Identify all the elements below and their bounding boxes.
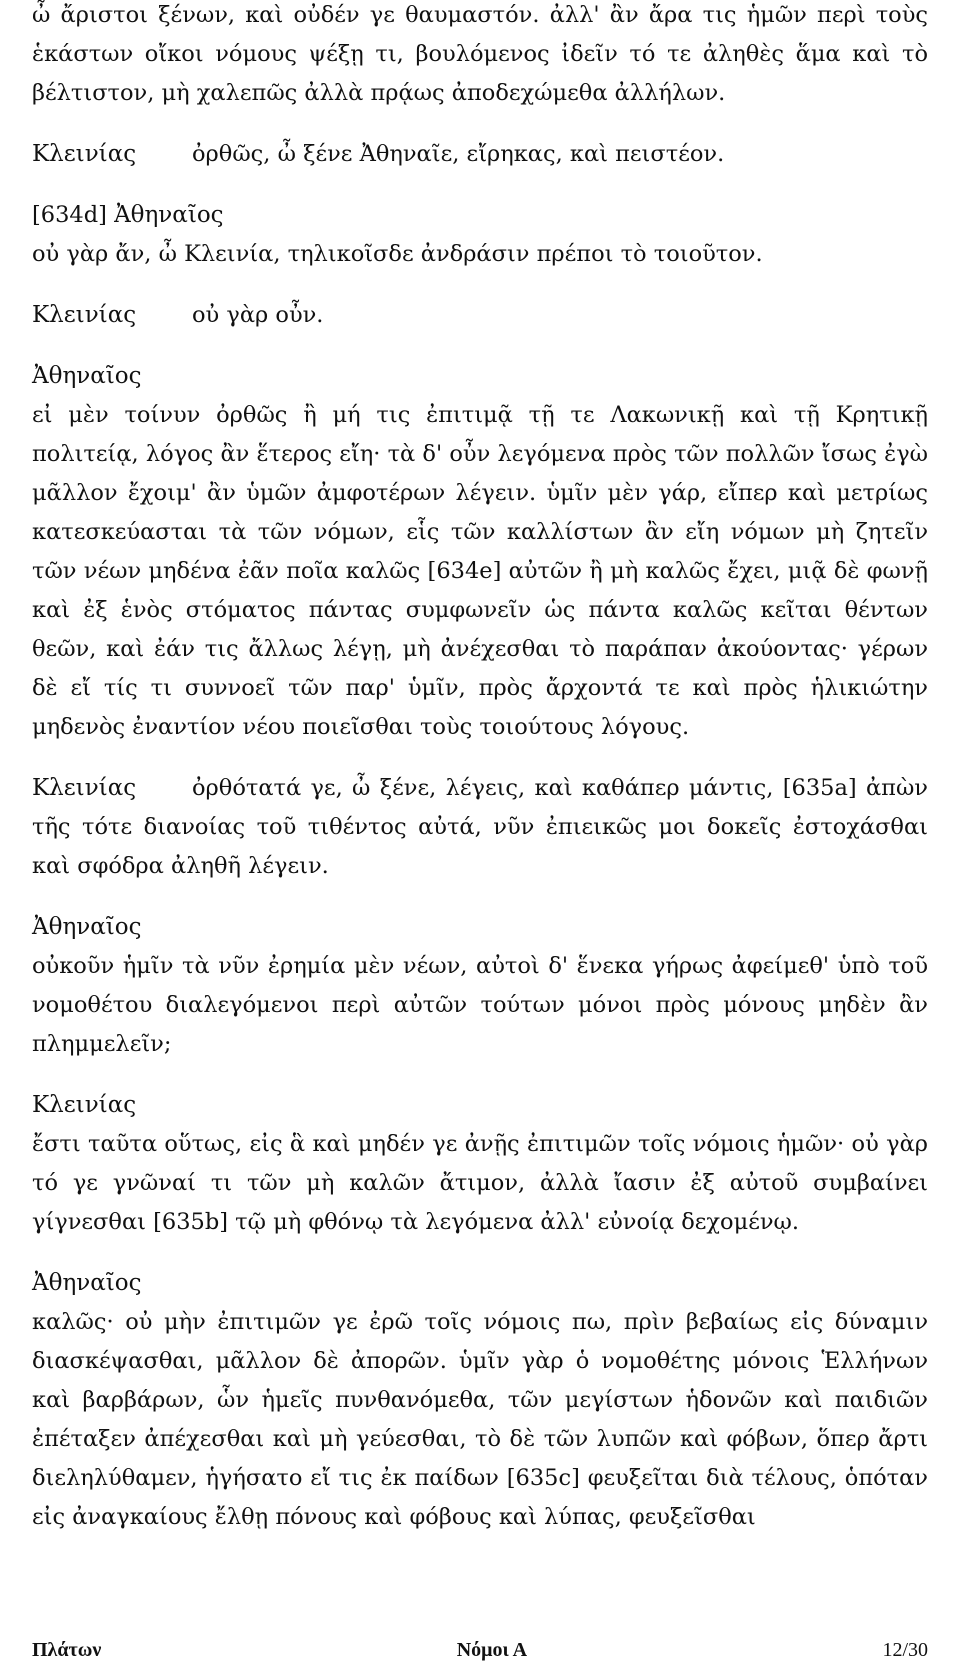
speaker-name: Κλεινίας [32, 141, 137, 167]
footer-work-title: Νόμοι Α [456, 1638, 528, 1661]
footer-page-number: 12/30 [882, 1638, 928, 1661]
speech-text: οὐ γὰρ οὖν. [192, 302, 324, 328]
page-footer [32, 1634, 928, 1666]
section-marker: [634d] [32, 202, 107, 228]
speech-text: καλῶς· οὐ μὴν ἐπιτιμῶν γε ἐρῶ τοῖς νόμοις πω, πρὶν βεβαίως εἰς δύναμιν διασκέψασθαι, μᾶλλον δὲ ἀπορῶν. ὑμῖν γὰρ ὁ νομοθέτης μόνοις Ἑλλήνων καὶ βαρβάρων, ὧν ἡμεῖς πυνθανόμεθα, τῶν μεγίστων ἡδονῶν καὶ παιδιῶν ἐπέταξεν ἀπέχεσθαι καὶ μὴ γεύεσθαι, τὸ δὲ τῶν λυπῶν καὶ φόβων, ὅπερ ἄρτι διεληλύθαμεν, ἡγήσατο εἴ τις ἐκ παίδων [635c] φευξεῖται διὰ τέλους, ὁπόταν εἰς ἀναγκαίους ἔλθῃ πόνους καὶ φόβους καὶ λύπας, φευξεῖσθαι [32, 1309, 928, 1530]
speaker-name: Κλεινίας [32, 302, 137, 328]
speech-text: ὀρθῶς, ὦ ξένε Ἀθηναῖε, εἴρηκας, καὶ πειστέον. [192, 141, 725, 167]
speech-text: εἰ μὲν τοίνυν ὀρθῶς ἢ μή τις ἐπιτιμᾷ τῇ τε Λακωνικῇ καὶ τῇ Κρητικῇ πολιτείᾳ, λόγος ἂν ἕτερος εἴη· τὰ δ' οὖν λεγόμενα πρὸς τῶν πολλῶν ἴσως ἐγὼ μᾶλλον ἔχοιμ' ἂν ὑμῶν ἀμφοτέρων λέγειν. ὑμῖν μὲν γάρ, εἴπερ καὶ μετρίως κατεσκεύασται τὰ τῶν νόμων, εἷς τῶν καλλίστων ἂν εἴη νόμων μὴ ζητεῖν τῶν νέων μηδένα ἐᾶν ποῖα καλῶς [634e] αὐτῶν ἢ μὴ καλῶς ἔχει, μιᾷ δὲ φωνῇ καὶ ἐξ ἑνὸς στόματος πάντας συμφωνεῖν ὡς πάντα καλῶς κεῖται θέντων θεῶν, καὶ ἐάν τις ἄλλως λέγῃ, μὴ ἀνέχεσθαι τὸ παράπαν ἀκούοντας· γέρων δὲ εἴ τίς τι συννοεῖ τῶν παρ' ὑμῖν, πρὸς ἄρχοντά τε καὶ πρὸς ἡλικιώτην μηδενὸς ἐναντίον νέου ποιεῖσθαι τοὺς τοιούτους λόγους. [32, 402, 928, 740]
speech-text: ὀρθότατά γε, ὦ ξένε, λέγεις, καὶ καθάπερ μάντις, [635a] ἀπὼν τῆς τότε διανοίας τοῦ τιθέντος αὐτά, νῦν ἐπιεικῶς μοι δοκεῖς ἐστοχάσθαι καὶ σφόδρα ἀληθῆ λέγειν. [32, 775, 928, 879]
speech-turn [32, 135, 928, 174]
speaker-name: Ἀθηναῖος [32, 363, 142, 389]
footer-author: Πλάτων [32, 1638, 102, 1661]
page-text [32, 0, 928, 1537]
speech-text: ὦ ἄριστοι ξένων, καὶ οὐδέν γε θαυμαστόν. ἀλλ' ἂν ἄρα τις ἡμῶν περὶ τοὺς ἑκάστων οἴκοι νόμους ψέξῃ τι, βουλόμενος ἰδεῖν τό τε ἀληθὲς ἅμα καὶ τὸ βέλτιστον, μὴ χαλεπῶς ἀλλὰ πρᾴως ἀποδεχώμεθα ἀλλήλων. [32, 2, 928, 106]
speaker-name: Κλεινίας [32, 1092, 137, 1118]
speech-turn [32, 296, 928, 335]
speaker-name: Ἀθηναῖος [114, 202, 224, 228]
speech-text: ἔστι ταῦτα οὕτως, εἰς ἃ καὶ μηδέν γε ἀνῇς ἐπιτιμῶν τοῖς νόμοις ἡμῶν· οὐ γὰρ τό γε γνῶναί τι τῶν μὴ καλῶν ἄτιμον, ἀλλὰ ἴασιν ἐξ αὐτοῦ συμβαίνει γίγνεσθαι [635b] τῷ μὴ φθόνῳ τὰ λεγόμενα ἀλλ' εὐνοίᾳ δεχομένῳ. [32, 1131, 928, 1235]
speech-text: οὐ γὰρ ἄν, ὦ Κλεινία, τηλικοῖσδε ἀνδράσιν πρέποι τὸ τοιοῦτον. [32, 241, 763, 267]
speech-turn [32, 769, 928, 886]
speaker-name: Ἀθηναῖος [32, 914, 142, 940]
speech-text: οὐκοῦν ἡμῖν τὰ νῦν ἐρημία μὲν νέων, αὐτοὶ δ' ἕνεκα γήρως ἀφείμεθ' ὑπὸ τοῦ νομοθέτου διαλεγόμενοι περὶ αὐτῶν τούτων μόνοι πρὸς μόνους μηδὲν ἂν πλημμελεῖν; [32, 953, 928, 1057]
speaker-name: Ἀθηναῖος [32, 1270, 142, 1296]
speaker-name: Κλεινίας [32, 775, 137, 801]
speech-heading [32, 196, 928, 235]
